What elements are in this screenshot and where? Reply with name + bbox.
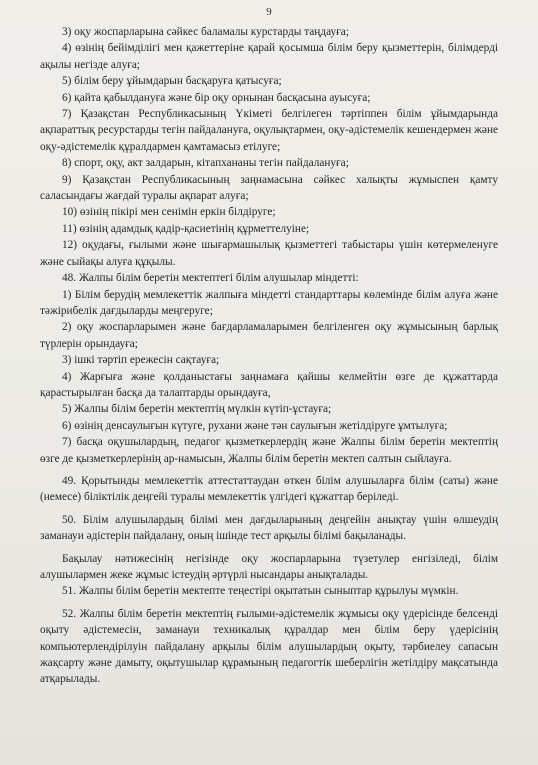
paragraph-duty-3: 3) ішкі тәртіп ережесін сақтауға; [62,354,220,367]
paragraph-control-results: Бақылау нәтижесінің негізінде оқу жоспарларына түзетулер енгізіледі, білім алушылармен жеке жұмыс істеудің әртүрлі нысандары анықталады. [40,552,498,581]
paragraph-right-11: 11) өзінің адамдық қадір-қасиетінің құрметтелуіне; [62,222,310,235]
section-49: 49. Қорытынды мемлекеттік аттестаттаудан өткен білім алушыларға білім (саты) және (немесе) біліктілік деңгейі туралы мемлекеттік үлгідегі құжаттар беріледі. [40,474,498,504]
page-number: 9 [266,6,272,18]
paragraph-right-6: 6) қайта қабылдануға және бір оқу орнынан басқасына ауысуға; [62,91,371,104]
paragraph-right-9: 9) Қазақстан Республикасының заңнамасына сәйкес халықты жұмыспен қамту саласындағы жағдай туралы ақпарат алуға; [40,173,498,203]
paragraph-right-3: 3) оқу жоспарларына сәйкес баламалы курстарды таңдауға; [62,26,349,38]
paragraph-duty-2: 2) оқу жоспарларымен және бағдарламаларымен белгіленген оқу жұмысының барлық түрлерін орындауға; [40,321,498,350]
paragraph-duty-1: 1) Білім берудің мемлекеттік жалпыға міндетті стандарттары көлемінде білім алуға және тәжірибелік дағдыларды меңгеруге; [40,288,498,317]
section-51: 51. Жалпы білім беретін мектепте теңестірі оқытатын сыныптар құрылуы мүмкін. [62,585,459,598]
paragraph-right-12: 12) оқудағы, ғылыми және шығармашылық қызметтегі табыстары үшін көтермеленуге және сыйақы алуға құқылы. [40,239,498,268]
section-50: 50. Білім алушылардың білімі мен дағдыларының деңгейін анықтау үшін өлшеудің заманауи әдістерін пайдалану, оның ішінде тест арқылы білімі бақыланады. [40,513,498,543]
paragraph-right-10: 10) өзінің пікірі мен сенімін еркін білдіруге; [62,206,276,219]
paragraph-duty-5: 5) Жалпы білім беретін мектептің мүлкін күтіп-ұстауға; [62,403,332,416]
paragraph-right-8: 8) спорт, оқу, акт залдарын, кітапхананы тегін пайдалануға; [62,157,349,170]
section-48-heading: 48. Жалпы білім беретін мектептегі білім алушылар міндетті: [62,272,359,285]
paragraph-duty-6: 6) өзінің денсаулығын күтуге, рухани және тән саулығын жетілдіруге ұмтылуға; [62,419,448,432]
paragraph-right-4: 4) өзінің бейімділігі мен қажеттеріне қарай қосымша білім беру қызметтерін, білімдерді ақылы негізде алуға; [40,42,498,71]
paragraph-right-7: 7) Қазақстан Республикасының Үкіметі белгілеген тәртіппен білім ұйымдарында ақпараттық ресурстарды тегін пайдалануға, оқулықтармен, оқу-әдістемелік кешендермен және оқу-әдістемелік құралдармен қамтамасыз етілуге; [40,108,499,153]
paragraph-duty-7: 7) басқа оқушылардың, педагог қызметкерлердің және Жалпы білім беретін мектептің өзге де қызметкерлерінің ар-намысын, Жалпы білім беретін мектеп салтын сыйлауға. [40,436,498,465]
document-body [40,24,498,688]
paragraph-duty-4: 4) Жарғыға және қолданыстағы заңнамаға қайшы келмейтін өзге де құжаттарда қарастырылған басқа да талаптарды орындауға, [40,370,498,399]
paragraph-right-5: 5) білім беру ұйымдарын басқаруға қатысуға; [62,75,282,88]
section-52: 52. Жалпы білім беретін мектептің ғылыми-әдістемелік жұмысы оқу үдерісінде белсенді оқыту әдістемесін, заманауи техникалық құралдар мен білім беру үдерісінің компьютерлендірілуін пайдалану арқылы білім алушылардың оқыту, тәрбиелеу сапасын жақсарту және дамыту, оқытушылар құрамының педагогтік шеберлігін жетілдіру мақсатында атқарылады. [40,607,498,686]
